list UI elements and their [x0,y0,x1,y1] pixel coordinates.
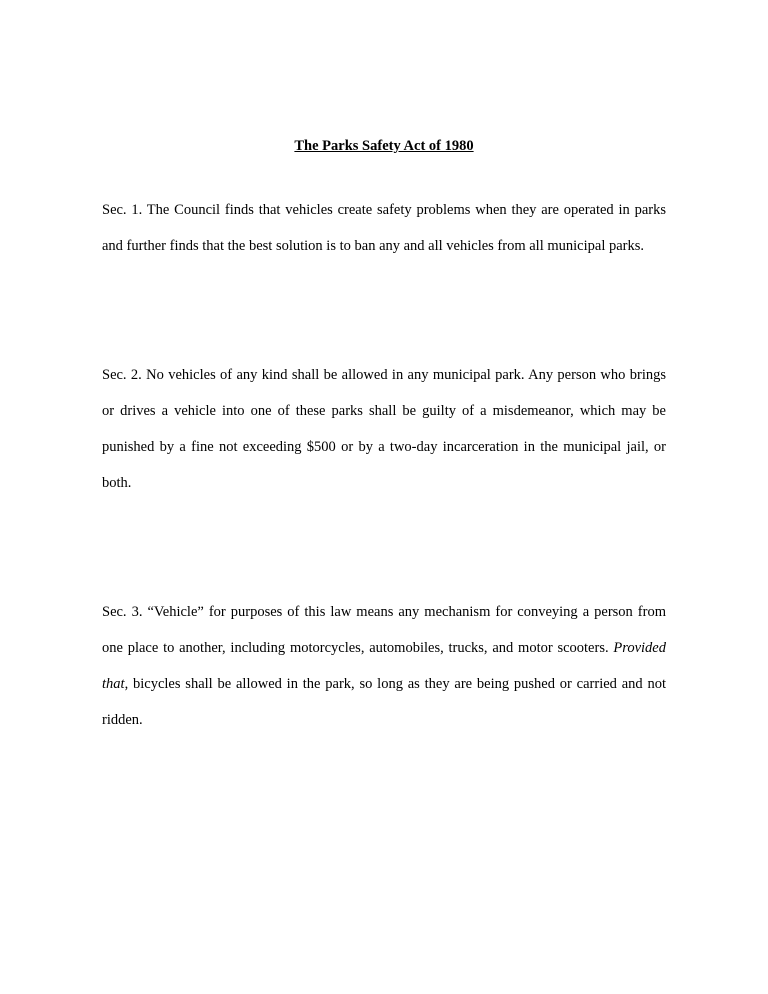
section-3-text-after: , bicycles shall be allowed in the park, so long as they are being pushed or carried and not ridden. [102,676,666,728]
section-3 [102,594,666,738]
section-3-text-before: Sec. 3. “Vehicle” for purposes of this law means any mechanism for conveying a person from one place to another, including motorcycles, automobiles, trucks, and motor scooters. [102,604,666,656]
section-2: Sec. 2. No vehicles of any kind shall be allowed in any municipal park. Any person who brings or drives a vehicle into one of these parks shall be guilty of a misdemeanor, which may be punished by a fine not exceeding $500 or by a two-day incarceration in the municipal jail, or both. [102,367,666,491]
section-3-emphasis: Provided that [102,640,666,692]
section-1: Sec. 1. The Council finds that vehicles create safety problems when they are operated in parks and further finds that the best solution is to ban any and all vehicles from all municipal parks. [102,202,666,254]
document-title: The Parks Safety Act of 1980 [294,138,474,154]
